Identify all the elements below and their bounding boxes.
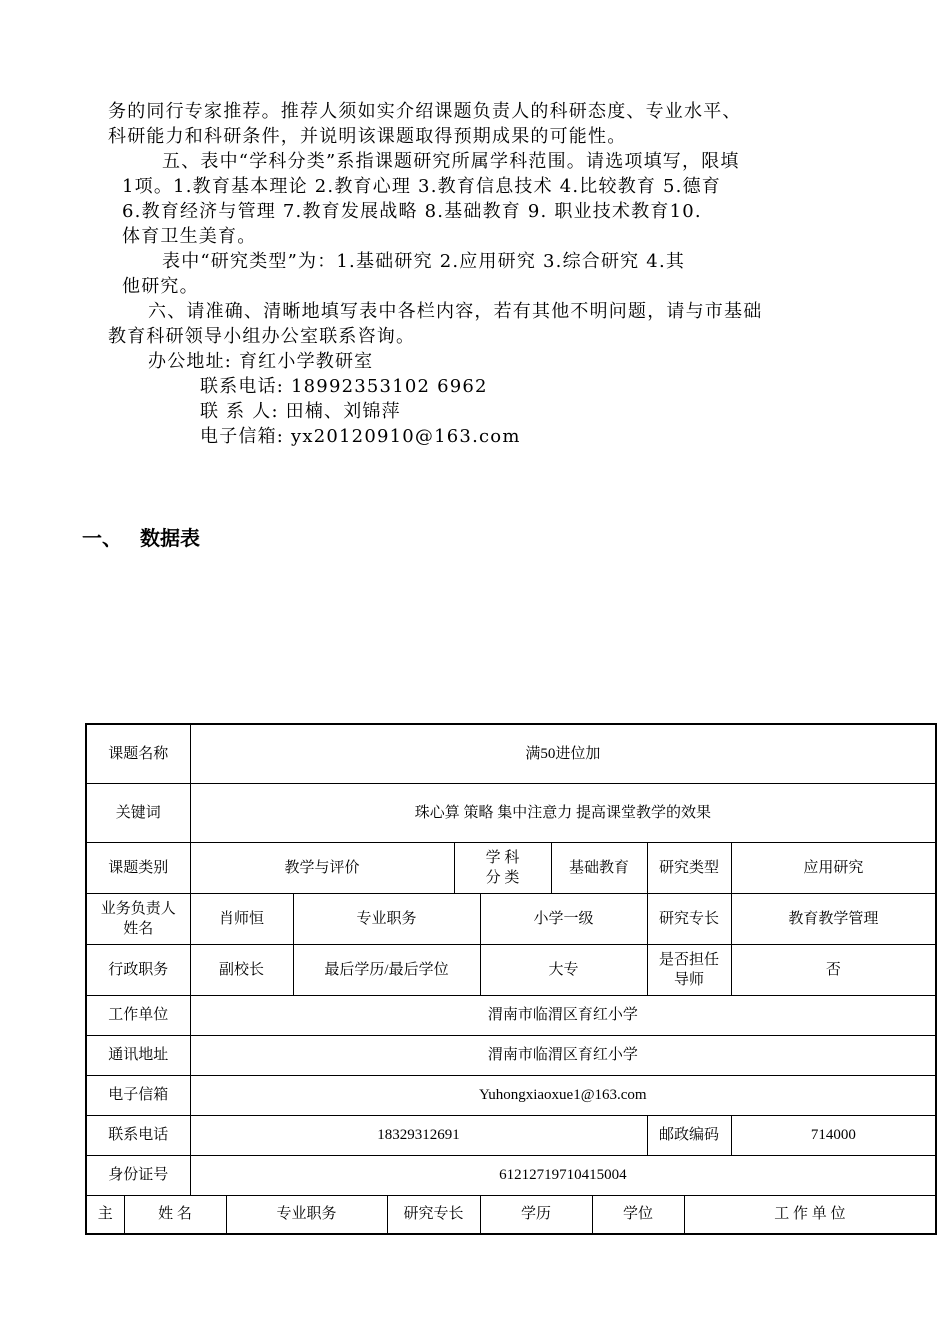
category-label: 课题类别: [86, 842, 190, 893]
phone-value: 18329312691: [190, 1115, 647, 1155]
title-label: 专业职务: [293, 893, 480, 944]
leader-name: 肖师恒: [190, 893, 293, 944]
research-type-value: 应用研究: [731, 842, 936, 893]
subject-value: 基础教育: [551, 842, 647, 893]
subject-label-1: 学 科: [485, 849, 520, 866]
postcode-value: 714000: [731, 1115, 936, 1155]
degree-value: 大专: [480, 944, 647, 995]
workplace-label: 工作单位: [86, 995, 190, 1035]
data-table: [85, 723, 937, 1235]
topic-value: 满50进位加: [190, 724, 936, 783]
members-header-education: 学历: [480, 1195, 592, 1234]
office-address: 办公地址: 育红小学教研室: [148, 351, 374, 372]
intro-line-9: 六、请准确、清晰地填写表中各栏内容，若有其他不明问题，请与市基础: [148, 301, 763, 322]
intro-line-7: 表中“研究类型”为：1.基础研究 2.应用研究 3.综合研究 4.其: [162, 251, 686, 272]
intro-line-8: 他研究。: [122, 276, 199, 297]
id-label: 身份证号: [86, 1155, 190, 1195]
members-header-workplace: 工 作 单 位: [684, 1195, 936, 1234]
email-value: Yuhongxiaoxue1@163.com: [190, 1075, 936, 1115]
title-value: 小学一级: [480, 893, 647, 944]
section-number: 一、: [82, 526, 122, 550]
section-title: 数据表: [140, 526, 200, 550]
address-label: 通讯地址: [86, 1035, 190, 1075]
contact-person: 联 系 人: 田楠、刘锦萍: [200, 401, 401, 422]
degree-label: 最后学历/最后学位: [293, 944, 480, 995]
members-header-main: 主: [86, 1195, 124, 1234]
postcode-label: 邮政编码: [647, 1115, 731, 1155]
phone-label: 联系电话: [86, 1115, 190, 1155]
intro-line-10: 教育科研领导小组办公室联系咨询。: [108, 326, 416, 347]
contact-email: 电子信箱: yx20120910@163.com: [200, 426, 521, 447]
leader-label: [86, 893, 190, 944]
members-header-name: 姓 名: [124, 1195, 226, 1234]
id-value: 61212719710415004: [190, 1155, 936, 1195]
leader-label-2: 姓名: [123, 920, 154, 937]
research-type-label: 研究类型: [647, 842, 731, 893]
workplace-value: 渭南市临渭区育红小学: [190, 995, 936, 1035]
members-header-degree: 学位: [592, 1195, 684, 1234]
tutor-label-1: 是否担任: [659, 951, 720, 968]
intro-line-4: 1项。1.教育基本理论 2.教育心理 3.教育信息技术 4.比较教育 5.德育: [122, 176, 722, 197]
tutor-value: 否: [731, 944, 936, 995]
intro-line-2: 科研能力和科研条件，并说明该课题取得预期成果的可能性。: [108, 126, 627, 147]
leader-label-1: 业务负责人: [100, 900, 176, 917]
section-heading: [82, 522, 200, 551]
keywords-label: 关键词: [86, 783, 190, 842]
tutor-label: [647, 944, 731, 995]
intro-line-6: 体育卫生美育。: [122, 226, 257, 247]
subject-label: [454, 842, 551, 893]
members-header-title: 专业职务: [226, 1195, 387, 1234]
email-label: 电子信箱: [86, 1075, 190, 1115]
intro-line-1: 务的同行专家推荐。推荐人须如实介绍课题负责人的科研态度、专业水平、: [108, 101, 742, 122]
specialty-label: 研究专长: [647, 893, 731, 944]
keywords-value: 珠心算 策略 集中注意力 提高课堂教学的效果: [190, 783, 936, 842]
admin-label: 行政职务: [86, 944, 190, 995]
topic-label: 课题名称: [86, 724, 190, 783]
intro-line-3: 五、表中“学科分类”系指课题研究所属学科范围。请选项填写，限填: [162, 151, 740, 172]
address-value: 渭南市临渭区育红小学: [190, 1035, 936, 1075]
subject-label-2: 分 类: [485, 869, 520, 886]
category-value: 教学与评价: [190, 842, 454, 893]
specialty-value: 教育教学管理: [731, 893, 936, 944]
intro-line-5: 6.教育经济与管理 7.教育发展战略 8.基础教育 9. 职业技术教育10.: [122, 201, 702, 222]
tutor-label-2: 导师: [674, 971, 705, 988]
admin-value: 副校长: [190, 944, 293, 995]
members-header-specialty: 研究专长: [387, 1195, 480, 1234]
contact-phone: 联系电话: 18992353102 6962: [200, 376, 488, 397]
